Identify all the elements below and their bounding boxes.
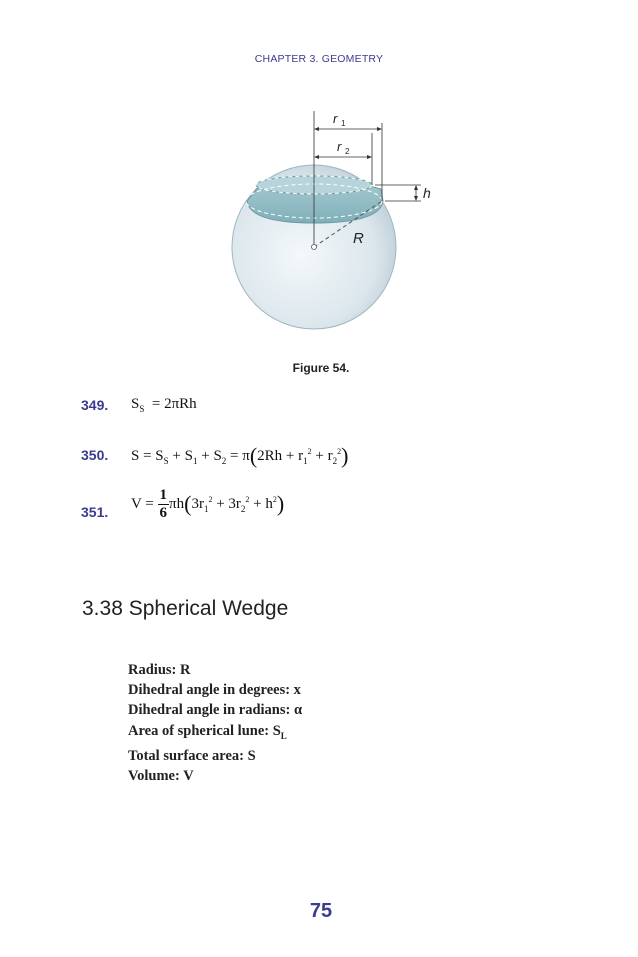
svg-text:2: 2 — [345, 147, 350, 156]
spherical-zone-figure — [225, 105, 445, 340]
variable-volume: Volume: V — [128, 767, 194, 784]
formula-349: $S_S = 2\pi Rh$ — [131, 396, 197, 414]
svg-text:1: 1 — [341, 119, 346, 128]
variable-surface: Total surface area: S — [128, 747, 256, 764]
label-R: R — [353, 230, 364, 247]
formula-351: V = $\frac{1}{6}$ $\pi h(3r_1^2 + 3r_2^2 + h^2)$ — [131, 487, 285, 521]
variable-degrees: Dihedral angle in degrees: x — [128, 682, 301, 699]
variable-lune: Area of spherical lune: $S_L$ — [128, 722, 287, 741]
chapter-header: CHAPTER 3. GEOMETRY — [254, 53, 384, 65]
page-number: 75 — [309, 900, 333, 922]
formula-number: 351. — [81, 504, 109, 520]
variable-radius: Radius: R — [128, 662, 191, 678]
formula-350: $S = S_S + S_1 + S_2 = \pi(2Rh + r_1^2 + r_2^2)$ — [131, 443, 349, 468]
formula-number: 349. — [81, 397, 109, 413]
variable-list — [128, 660, 302, 786]
label-r2: r — [337, 139, 342, 154]
formula-number: 350. — [81, 447, 109, 463]
figure-caption: Figure 54. — [292, 361, 350, 375]
label-h: h — [423, 185, 431, 201]
label-r1: r — [333, 111, 338, 126]
section-title: 3.38 Spherical Wedge — [82, 597, 289, 620]
variable-radians: Dihedral angle in radians: α — [128, 702, 303, 719]
